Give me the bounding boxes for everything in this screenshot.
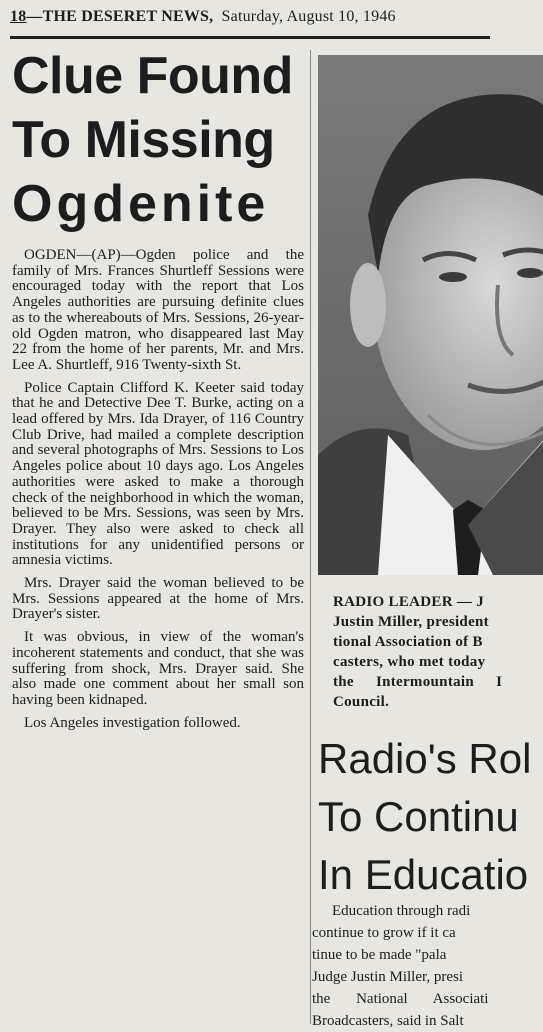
photo-caption: [333, 592, 543, 712]
second-body-line-2: continue to grow if it ca: [312, 925, 456, 941]
article-paragraph-2: Police Captain Clifford K. Keeter said today that he and Detective Dee T. Burke, acting on a lead offered by Mrs. Ida Drayer, of 116 Country Club Drive, had mailed a complete description and several photographs of Mrs. Sessions to Los Angeles police about 10 days ago. Los Angeles authorities were asked to make a thorough check of the neighborhood in which the woman, believed to be Mrs. Sessions, was seen by Mrs. Drayer. They also were asked to check all institutions for any unidentified persons or amnesia victims.: [12, 379, 304, 569]
column-divider: [310, 50, 311, 1024]
dateline: Saturday, August 10, 1946: [221, 8, 396, 25]
portrait-illustration: [318, 55, 543, 575]
article-paragraph-1: OGDEN—(AP)—Ogden police and the family of Mrs. Frances Shurtleff Sessions were encouraged today with the report that Los Angeles authorities are pursuing definite clues as to the whereabouts of Mrs. Sessions, 26-year-old Ogden matron, who disappeared last May 22 from the home of her parents, Mr. and Mrs. Lee A. Shurtleff, 916 Twenty-sixth St.: [12, 247, 304, 373]
newspaper-name: THE DESERET NEWS,: [42, 8, 214, 25]
article-column: [12, 44, 304, 1024]
headline-line-3: Ogdenite: [12, 175, 270, 233]
portrait-photo: [318, 55, 543, 575]
caption-line-3: tional Association of B: [333, 634, 483, 650]
article-body: [12, 248, 304, 731]
article-headline: [12, 44, 304, 236]
second-article-headline: [318, 730, 543, 904]
article-paragraph-3: Mrs. Drayer said the woman believed to be Mrs. Sessions appeared at the home of Mrs. Drayer's sister.: [12, 575, 304, 623]
masthead: [10, 8, 543, 36]
second-body-line-6: Broadcasters, said in Salt: [312, 1013, 464, 1029]
second-article-body: [312, 900, 543, 1032]
second-headline-line-1: Radio's Rol: [318, 735, 532, 782]
headline-line-1: Clue Found: [12, 47, 293, 105]
article-paragraph-4: It was obvious, in view of the woman's incoherent statements and conduct, that she was suffering from shock, Mrs. Drayer said. She also made one comment about her small son having been kidnaped.: [12, 629, 304, 708]
page-number: 18: [10, 8, 27, 25]
second-headline-line-3: In Educatio: [318, 851, 529, 898]
caption-line-1: RADIO LEADER — J: [333, 594, 485, 610]
masthead-dash: —: [26, 8, 43, 25]
caption-line-5: the Intermountain I: [333, 674, 503, 690]
second-body-line-5: the National Associati: [312, 991, 489, 1007]
headline-line-2: To Missing: [12, 111, 275, 169]
caption-line-2: Justin Miller, president: [333, 614, 489, 630]
caption-line-6: Council.: [333, 694, 390, 710]
second-body-line-1: Education through radi: [332, 903, 471, 919]
caption-line-4: casters, who met today: [333, 654, 486, 670]
article-paragraph-5: Los Angeles investigation followed.: [24, 714, 241, 731]
second-headline-line-2: To Continu: [318, 793, 519, 840]
second-body-line-4: Judge Justin Miller, presi: [312, 969, 464, 985]
masthead-rule: [10, 36, 490, 39]
second-body-line-3: tinue to be made "pala: [312, 947, 447, 963]
